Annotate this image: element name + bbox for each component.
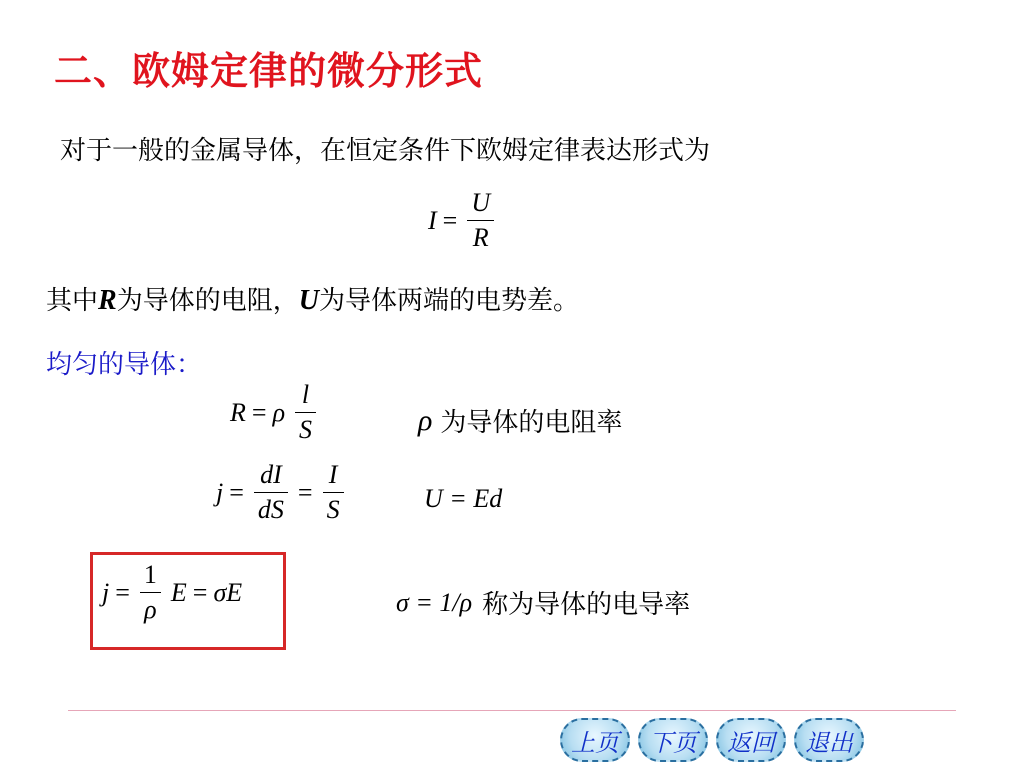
formula-eq: = (115, 577, 130, 607)
r-symbol: R (98, 285, 117, 316)
formula-eq: = (251, 397, 267, 427)
current-density-formula (216, 460, 348, 525)
fraction (140, 560, 161, 625)
intro-text: 对于一般的金属导体，在恒定条件下欧姆定律表达形式为 (60, 136, 711, 166)
rline-part1: 其中 (46, 286, 99, 316)
formula-eq: = (442, 205, 458, 235)
slide-title: 二、欧姆定律的微分形式 (54, 49, 484, 93)
formula-lhs: j (216, 477, 224, 507)
fraction-numerator: l (301, 380, 310, 409)
conductivity-math: σ = 1/ρ (396, 587, 473, 617)
exit-button[interactable]: 退出 (794, 718, 864, 762)
fraction-denominator: R (472, 223, 489, 252)
fraction-denominator: ρ (144, 595, 157, 624)
fraction-numerator: U (471, 188, 491, 217)
formula-lhs: R (230, 397, 246, 427)
resistance-formula (230, 380, 320, 445)
fraction-numerator: I (328, 460, 338, 489)
fraction (295, 380, 316, 445)
voltage-formula-text: U = Ed (424, 484, 503, 513)
fraction-denominator: S (299, 415, 313, 444)
ohm-differential-formula (102, 560, 242, 625)
resistance-explanation (46, 280, 579, 317)
ohm-law-formula (428, 188, 498, 253)
fraction-differential (254, 460, 288, 525)
next-page-button[interactable]: 下页 (638, 718, 708, 762)
formula-lhs: I (428, 205, 437, 235)
formula-coef: ρ (272, 397, 286, 427)
conductivity-text: 称为导体的电导率 (482, 590, 691, 620)
formula-eq: = (192, 577, 208, 607)
conductivity-note (396, 584, 690, 621)
fraction-denominator: S (326, 495, 340, 524)
formula-eq: = (229, 477, 244, 507)
resistivity-note (418, 402, 622, 439)
fraction-numerator: dI (260, 460, 282, 489)
fraction-denominator: dS (257, 495, 284, 524)
formula-lhs: j (102, 577, 110, 607)
formula-rhs: σE (213, 577, 243, 607)
fraction (467, 188, 494, 253)
formula-mid: E (170, 577, 187, 607)
u-symbol: U (298, 285, 319, 316)
resistivity-text: 为导体的电阻率 (440, 408, 623, 438)
footer-divider (68, 710, 956, 711)
uniform-conductor-label: 均匀的导体： (46, 350, 203, 380)
rline-part2: 为导体的电阻， (116, 286, 299, 316)
formula-eq: = (297, 477, 313, 507)
fraction-numerator: 1 (143, 560, 157, 589)
rho-symbol: ρ (418, 403, 433, 437)
prev-page-button[interactable]: 上页 (560, 718, 630, 762)
navigation-bar (560, 718, 864, 762)
back-button[interactable]: 返回 (716, 718, 786, 762)
rline-part3: 为导体两端的电势差。 (318, 286, 579, 316)
fraction (323, 460, 344, 525)
voltage-formula (424, 484, 502, 514)
